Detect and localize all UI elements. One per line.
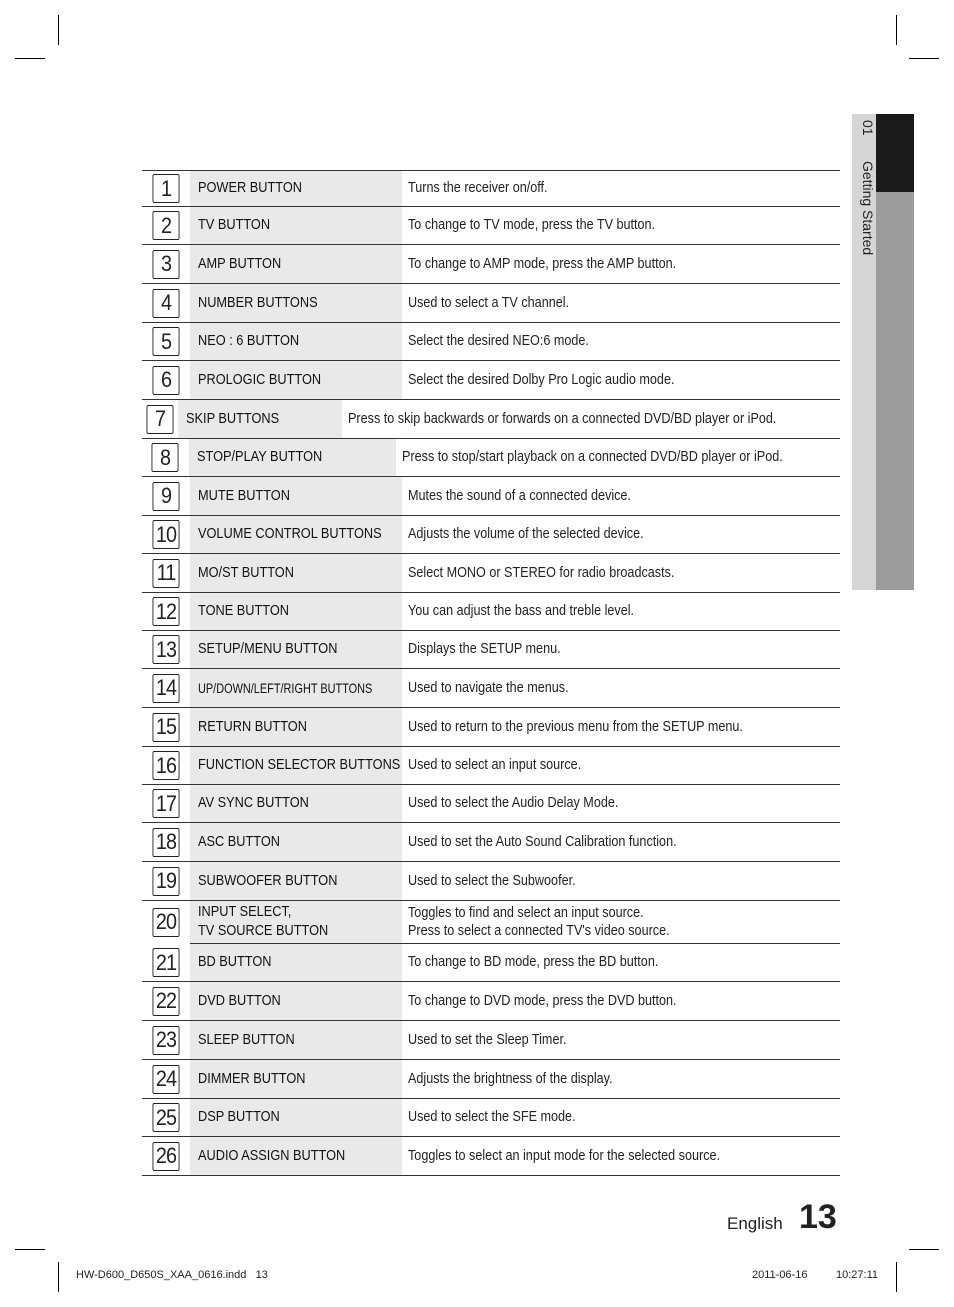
button-description [408,525,644,543]
item-number-badge: 2 [153,211,180,240]
button-description [402,448,783,466]
button-name [198,833,280,852]
table-row [142,785,840,823]
button-description-line: Used to set the Sleep Timer. [408,1031,567,1048]
button-name-cell [190,1060,402,1098]
button-description-cell [342,400,840,438]
button-description-cell [402,361,840,399]
table-row [142,477,840,516]
button-description-line: Used to select a TV channel. [408,294,570,311]
button-description-line: Used to select an input source. [408,757,582,774]
section-tab-label [852,116,876,256]
button-description [408,1070,613,1088]
table-row [142,361,840,400]
button-name [198,216,270,235]
item-number-cell [142,207,190,244]
table-row [142,1137,840,1176]
button-description-line: Turns the receiver on/off. [408,180,548,197]
button-name-line: VOLUME CONTROL BUTTONS [198,526,382,543]
button-name-cell [190,862,402,900]
item-number-cell [142,631,190,668]
button-name-line: AMP BUTTON [198,255,282,272]
button-name-cell [190,982,402,1020]
button-description-line: Press to skip backwards or forwards on a connected DVD/BD player or iPod. [347,410,776,427]
button-name-cell [190,785,402,822]
crop-mark [896,1262,897,1292]
button-name [198,487,290,506]
table-row [142,439,840,477]
button-description [408,756,581,774]
button-description-cell [402,516,840,553]
button-description [408,640,561,658]
button-name [198,1031,295,1050]
button-name-line: DVD BUTTON [198,992,281,1009]
button-name [198,640,337,659]
button-description-line: Adjusts the volume of the selected device. [408,526,644,543]
button-name-cell [190,207,402,244]
table-row [142,823,840,862]
item-number-badge: 17 [153,789,180,818]
item-number-cell [142,1099,190,1136]
item-number-cell [142,901,190,943]
crop-mark [896,15,897,45]
button-description [348,410,776,428]
button-description [408,332,589,350]
button-name-line: BD BUTTON [198,954,272,971]
button-name-line: TONE BUTTON [198,603,289,620]
item-number-cell [142,477,190,515]
item-number-badge: 26 [153,1142,180,1171]
footer-language: English [727,1214,783,1233]
button-description-line: Toggles to select an input mode for the selected source. [408,1147,721,1164]
button-name-line: INPUT SELECT, [198,904,292,921]
button-name-line: DSP BUTTON [198,1109,280,1126]
button-name-line: TV BUTTON [198,217,271,234]
item-number-cell [142,944,190,981]
button-description-cell [402,171,840,206]
item-number-cell [142,1021,190,1059]
button-name-cell [190,669,402,707]
button-description-line: Used to set the Auto Sound Calibration function. [408,833,677,850]
table-row [142,593,840,631]
item-number-badge: 10 [153,520,180,549]
button-description [408,1147,720,1165]
button-name-line: SETUP/MENU BUTTON [198,641,338,658]
print-slug-file: HW-D600_D650S_XAA_0616.indd 13 [76,1269,268,1281]
button-description-line: To change to AMP mode, press the AMP button. [408,255,677,272]
item-number-badge: 16 [153,751,180,780]
button-description-line: Select the desired NEO:6 mode. [408,333,589,350]
button-description [408,679,569,697]
item-number-badge: 4 [153,289,180,318]
item-number-cell [142,284,190,322]
button-description-line: Used to select the Subwoofer. [408,872,576,889]
button-name-line: SUBWOOFER BUTTON [198,872,338,889]
button-name-cell [190,944,402,981]
button-description [408,294,569,312]
table-row [142,245,840,284]
button-name-cell [190,631,402,668]
button-description-cell [402,823,840,861]
button-name-line: SLEEP BUTTON [198,1031,295,1048]
table-row [142,554,840,593]
button-name-line: RETURN BUTTON [198,718,307,735]
crop-mark [58,15,59,45]
button-name-line: AUDIO ASSIGN BUTTON [198,1147,346,1164]
button-description-line: Used to select the Audio Delay Mode. [408,795,619,812]
button-description-cell [402,901,840,943]
table-row [142,747,840,785]
item-number-badge: 23 [153,1026,180,1055]
print-slug-time: 10:27:11 [836,1269,879,1281]
item-number-badge: 22 [153,987,180,1016]
item-number-cell [142,245,190,283]
button-name-line: TV SOURCE BUTTON [198,923,329,939]
table-row [142,171,840,207]
table-row [142,708,840,747]
item-number-cell [142,785,190,822]
button-description-cell [402,245,840,283]
button-description-cell [402,669,840,707]
button-name-line: STOP/PLAY BUTTON [196,449,323,466]
button-description [408,371,674,389]
button-description-line: Press to select a connected TV's video source. [408,923,670,939]
button-name-cell [190,361,402,399]
button-name [198,602,289,621]
item-number-badge: 24 [153,1065,180,1094]
button-description-cell [402,1060,840,1098]
item-number-badge: 20 [153,908,180,937]
button-description-cell [402,477,840,515]
button-description [408,1108,576,1126]
button-name [198,794,309,813]
button-description [408,992,677,1010]
table-row [142,901,840,944]
item-number-cell [142,593,190,630]
button-name-cell [190,593,402,630]
button-name-line: PROLOGIC BUTTON [198,371,322,388]
item-number-badge: 13 [153,635,180,664]
button-name-cell [190,708,402,746]
button-description [408,216,655,234]
button-name [198,179,302,198]
button-description [408,487,631,505]
item-number-cell [142,554,190,592]
button-name-cell [190,171,402,206]
item-number-cell [142,669,190,707]
button-name-cell [190,1021,402,1059]
button-name-line: NEO : 6 BUTTON [198,333,300,350]
button-name-cell [190,554,402,592]
button-name [198,564,294,583]
button-description-cell [402,207,840,244]
item-number-badge: 15 [153,713,180,742]
button-name-cell [190,245,402,283]
section-tab-bar [876,192,914,590]
section-number: 01 [860,120,876,136]
button-name-cell [190,1099,402,1136]
item-number-cell [142,708,190,746]
button-description [408,602,634,620]
button-name-cell [178,400,341,438]
crop-mark [909,58,939,59]
button-description-line: Mutes the sound of a connected device. [408,487,632,504]
button-description [408,718,743,736]
button-name [198,718,307,737]
item-number-cell [142,862,190,900]
button-description [408,255,676,273]
item-number-badge: 7 [147,405,174,434]
button-name [198,872,337,891]
table-row [142,669,840,708]
button-description-line: Adjusts the brightness of the display. [408,1070,613,1087]
button-name-cell [189,439,396,476]
button-name-cell [190,747,402,784]
button-description-line: Used to select the SFE mode. [408,1109,576,1126]
item-number-badge: 18 [153,828,180,857]
button-description-line: Displays the SETUP menu. [408,641,561,658]
button-description-cell [402,631,840,668]
button-name-cell [190,1137,402,1175]
button-description [408,833,677,851]
crop-mark [15,1249,45,1250]
button-description-cell [402,747,840,784]
button-name-line: UP/DOWN/LEFT/RIGHT BUTTONS [198,679,373,696]
button-description-line: Press to stop/start playback on a connected DVD/BD player or iPod. [402,449,784,466]
button-description-line: Select MONO or STEREO for radio broadcasts. [408,564,675,581]
item-number-cell [142,439,189,476]
item-number-cell [142,516,190,553]
button-name [198,1108,280,1127]
button-name-cell [190,284,402,322]
button-name-cell [190,477,402,515]
table-row [142,1021,840,1060]
crop-mark [58,1262,59,1292]
button-name-line: AV SYNC BUTTON [198,795,309,812]
item-number-cell [142,400,178,438]
item-number-badge: 6 [153,366,180,395]
table-row [142,944,840,982]
item-number-cell [142,823,190,861]
item-number-badge: 21 [153,948,180,977]
button-name-line: MO/ST BUTTON [198,564,294,581]
button-description-cell [402,284,840,322]
section-tab-marker [876,114,914,192]
button-name [186,410,279,429]
item-number-badge: 3 [153,250,180,279]
button-description-cell [396,439,840,476]
table-row [142,862,840,901]
button-name-line: POWER BUTTON [198,180,302,197]
button-description-cell [402,1099,840,1136]
button-description-line: To change to TV mode, press the TV button. [408,217,656,234]
button-name [198,1070,306,1089]
button-name-line: MUTE BUTTON [198,487,290,504]
button-description-cell [402,1021,840,1059]
button-description-line: To change to DVD mode, press the DVD button. [408,992,677,1009]
item-number-cell [142,982,190,1020]
button-description-cell [402,323,840,360]
crop-mark [909,1249,939,1250]
button-description [408,179,548,197]
button-name-cell [190,516,402,553]
button-name [198,679,372,697]
item-number-cell [142,1137,190,1175]
item-number-cell [142,747,190,784]
button-description-line: You can adjust the bass and treble level. [408,603,635,620]
button-name-line: FUNCTION SELECTOR BUTTONS [198,757,401,774]
item-number-badge: 8 [152,443,179,472]
button-description-line: Used to return to the previous menu from the SETUP menu. [408,718,743,735]
button-description-cell [402,785,840,822]
crop-mark [15,58,45,59]
table-row [142,323,840,361]
button-name [198,371,321,390]
button-name-cell [190,823,402,861]
table-row [142,207,840,245]
table-row [142,1099,840,1137]
item-number-cell [142,323,190,360]
button-description [408,794,618,812]
button-description [408,1031,566,1049]
button-name [198,953,272,972]
button-name [197,448,322,467]
item-number-badge: 25 [153,1103,180,1132]
button-name [198,903,328,941]
button-description-line: Toggles to find and select an input source. [408,904,644,921]
button-description-cell [402,982,840,1020]
print-slug-date: 2011-06-16 [752,1269,808,1281]
table-row [142,631,840,669]
section-title: Getting Started [860,161,876,256]
table-row [142,982,840,1021]
item-number-cell [142,171,190,206]
button-name [198,525,382,544]
item-number-cell [142,1060,190,1098]
button-name [198,294,318,313]
button-name [198,255,281,274]
item-number-cell [142,361,190,399]
button-name [198,332,299,351]
button-description-cell [402,862,840,900]
button-description-line: To change to BD mode, press the BD button. [408,954,659,971]
button-description [408,564,674,582]
item-number-badge: 19 [153,867,180,896]
table-row [142,400,840,439]
button-description-cell [402,593,840,630]
page-number: 13 [799,1198,837,1236]
button-name [198,992,281,1011]
button-description-cell [402,554,840,592]
button-description [408,904,670,940]
button-name-line: SKIP BUTTONS [186,410,280,427]
item-number-badge: 9 [153,482,180,511]
button-name-cell [190,323,402,360]
button-name-line: ASC BUTTON [198,833,281,850]
table-row [142,284,840,323]
button-description-cell [402,944,840,981]
button-name [198,1147,345,1166]
button-name-line: DIMMER BUTTON [198,1070,306,1087]
item-number-badge: 14 [153,674,180,703]
item-number-badge: 12 [153,597,180,626]
button-name-cell [190,901,402,943]
button-name-line: NUMBER BUTTONS [198,294,318,311]
button-reference-table [142,170,840,1176]
button-description-cell [402,1137,840,1175]
table-row [142,1060,840,1099]
table-row [142,516,840,554]
item-number-badge: 11 [153,559,180,588]
button-description-cell [402,708,840,746]
item-number-badge: 5 [153,327,180,356]
button-name [198,756,400,775]
button-description [408,872,576,890]
button-description-line: Used to navigate the menus. [408,679,569,696]
button-description-line: Select the desired Dolby Pro Logic audio mode. [408,371,675,388]
button-description [408,953,658,971]
item-number-badge: 1 [153,174,180,203]
